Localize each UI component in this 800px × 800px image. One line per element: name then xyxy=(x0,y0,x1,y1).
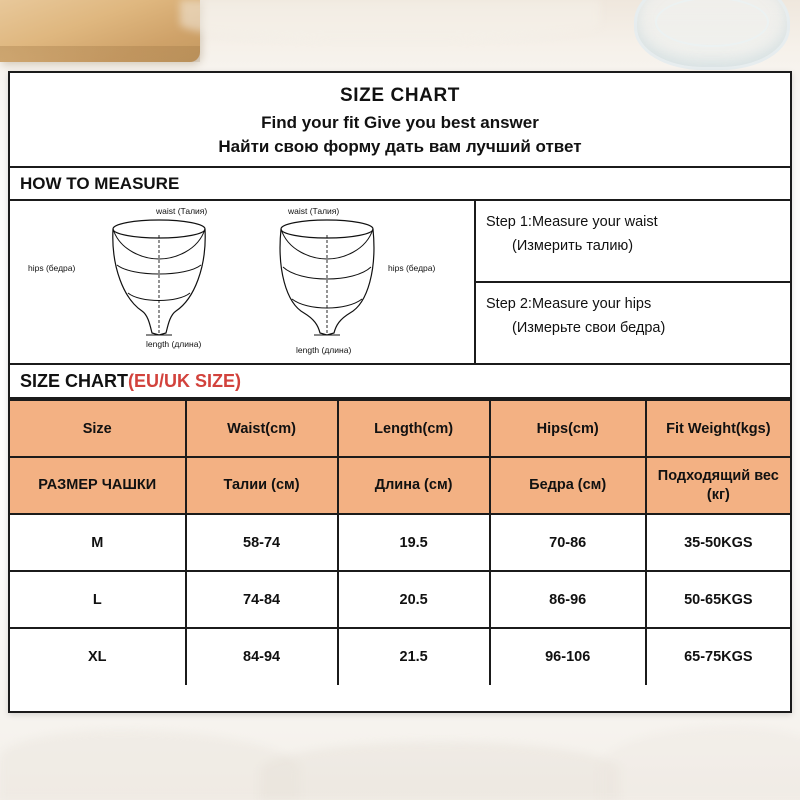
header-size-ru: РАЗМЕР ЧАШКИ xyxy=(10,457,186,514)
diagram-label-length: length (длина) xyxy=(146,339,202,349)
diagram-cell xyxy=(10,201,476,363)
subtitle-en: Find your fit Give you best answer xyxy=(261,113,539,132)
table-header-row-en xyxy=(10,400,790,457)
cloth-fold xyxy=(0,730,300,800)
cell-size: L xyxy=(10,571,186,628)
diagram-label-hips: hips (бедра) xyxy=(388,263,436,273)
header-hips-en: Hips(cm) xyxy=(490,400,646,457)
step-2 xyxy=(476,283,790,363)
cell-waist: 74-84 xyxy=(186,571,338,628)
measure-row xyxy=(10,201,790,365)
header-weight-en: Fit Weight(kgs) xyxy=(646,400,790,457)
step-2-text-en: Step 2:Measure your hips xyxy=(486,296,652,312)
glass-object xyxy=(634,0,790,70)
diagram-label-hips: hips (бедра) xyxy=(28,263,76,273)
step-1-text-ru: (Измерить талию) xyxy=(512,237,634,254)
table-row xyxy=(10,571,790,628)
cell-waist: 58-74 xyxy=(186,514,338,571)
cell-hips: 70-86 xyxy=(490,514,646,571)
size-chart-region-label: (EU/UK SIZE) xyxy=(128,371,242,391)
cell-length: 19.5 xyxy=(338,514,490,571)
size-chart-table xyxy=(10,399,790,685)
panty-front-diagram-icon xyxy=(84,207,234,357)
header-waist-en: Waist(cm) xyxy=(186,400,338,457)
subtitle-ru: Найти свою форму дать вам лучший ответ xyxy=(218,137,582,156)
cloth-fold xyxy=(180,0,600,40)
step-2-text-ru: (Измерьте свои бедра) xyxy=(512,319,666,336)
size-chart-label: SIZE CHART xyxy=(20,371,128,391)
wood-board xyxy=(0,0,200,62)
diagram-label-waist: waist (Талия) xyxy=(288,206,340,216)
cell-size: XL xyxy=(10,628,186,685)
cell-size: M xyxy=(10,514,186,571)
cell-length: 21.5 xyxy=(338,628,490,685)
table-header-row-ru xyxy=(10,457,790,514)
cell-weight: 35-50KGS xyxy=(646,514,790,571)
cell-hips: 86-96 xyxy=(490,571,646,628)
step-1 xyxy=(476,201,790,283)
cell-waist: 84-94 xyxy=(186,628,338,685)
header-length-en: Length(cm) xyxy=(338,400,490,457)
page-title: SIZE CHART xyxy=(340,85,460,106)
cell-hips: 96-106 xyxy=(490,628,646,685)
steps-cell xyxy=(476,201,790,363)
size-chart-section-title xyxy=(10,365,790,399)
cloth-fold xyxy=(600,726,800,800)
cloth-fold xyxy=(260,742,620,800)
header-hips-ru: Бедра (см) xyxy=(490,457,646,514)
size-chart-card xyxy=(8,71,792,713)
table-row xyxy=(10,628,790,685)
header-weight-ru: Подходящий вес (кг) xyxy=(646,457,790,514)
header-size-en: Size xyxy=(10,400,186,457)
cell-length: 20.5 xyxy=(338,571,490,628)
cell-weight: 65-75KGS xyxy=(646,628,790,685)
panty-back-diagram-icon xyxy=(252,207,402,357)
table-row xyxy=(10,514,790,571)
how-to-measure-heading: HOW TO MEASURE xyxy=(10,168,790,201)
diagram-label-waist: waist (Талия) xyxy=(156,206,208,216)
header-length-ru: Длина (см) xyxy=(338,457,490,514)
step-1-text-en: Step 1:Measure your waist xyxy=(486,214,658,230)
header-waist-ru: Талии (см) xyxy=(186,457,338,514)
cell-weight: 50-65KGS xyxy=(646,571,790,628)
title-block xyxy=(10,73,790,168)
diagram-label-length: length (длина) xyxy=(296,345,352,355)
